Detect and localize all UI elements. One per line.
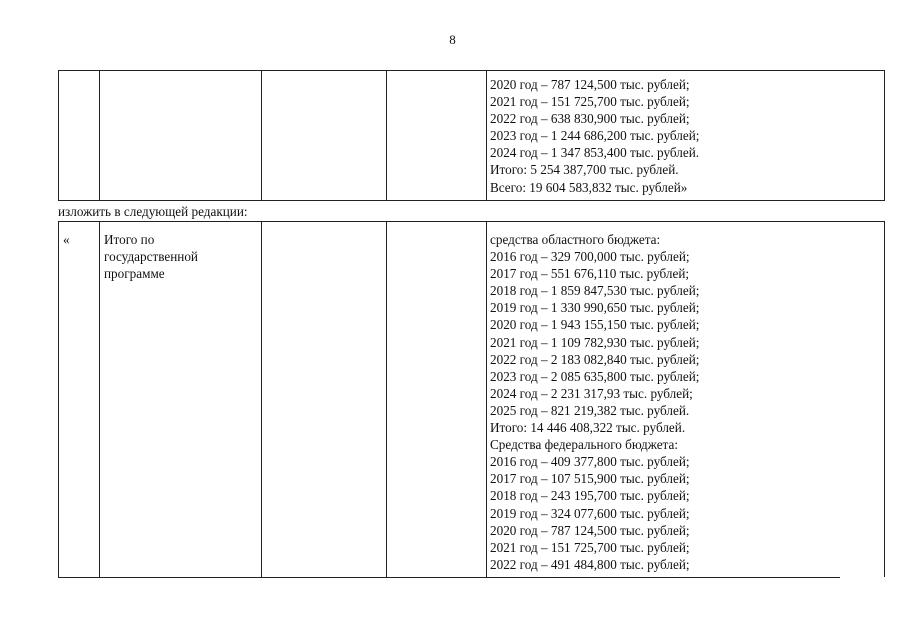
table-row [59, 71, 885, 201]
opening-quote: « [63, 232, 70, 247]
funding-line: 2025 год – 821 219,382 тыс. рублей. [490, 402, 690, 418]
cell-empty [387, 222, 487, 577]
funding-line: 2017 год – 551 676,110 тыс. рублей; [490, 266, 690, 282]
cell-empty [262, 222, 387, 577]
table-previous-edition [58, 70, 885, 201]
funding-line: 2023 год – 1 244 686,200 тыс. рублей; [490, 128, 700, 144]
funding-line: 2021 год – 151 725,700 тыс. рублей; [490, 539, 690, 555]
funding-total-line: Итого: 5 254 387,700 тыс. рублей. [490, 162, 679, 178]
table-new-edition [58, 221, 885, 577]
cell-empty [387, 71, 487, 201]
funding-line: 2020 год – 1 943 155,150 тыс. рублей; [490, 317, 700, 333]
cell-quote [59, 71, 100, 201]
funding-line: 2022 год – 638 830,900 тыс. рублей; [490, 111, 690, 127]
row-label-line: программе [104, 266, 165, 282]
funding-line: 2024 год – 2 231 317,93 тыс. рублей; [490, 385, 693, 401]
row-label-line: Итого по [104, 232, 155, 247]
funding-total-line: Итого: 14 446 408,322 тыс. рублей. [490, 420, 686, 436]
funding-line: 2016 год – 409 377,800 тыс. рублей; [490, 454, 690, 470]
cell-row-label [100, 222, 262, 577]
funding-line: 2020 год – 787 124,500 тыс. рублей; [490, 522, 690, 538]
table-bottom-border [58, 577, 840, 578]
funding-line: 2016 год – 329 700,000 тыс. рублей; [490, 249, 690, 265]
funding-line: 2023 год – 2 085 635,800 тыс. рублей; [490, 368, 700, 384]
funding-line: 2022 год – 2 183 082,840 тыс. рублей; [490, 351, 700, 367]
instruction-text: изложить в следующей редакции: [58, 204, 248, 219]
funding-grand-total-line: Всего: 19 604 583,832 тыс. рублей» [490, 179, 688, 195]
funding-heading-regional: средства областного бюджета: [490, 232, 661, 247]
funding-line: 2019 год – 1 330 990,650 тыс. рублей; [490, 300, 700, 316]
funding-line: 2018 год – 1 859 847,530 тыс. рублей; [490, 283, 700, 299]
row-label-line: государственной [104, 249, 198, 265]
cell-row-label [100, 71, 262, 201]
funding-line: 2020 год – 787 124,500 тыс. рублей; [490, 77, 690, 92]
funding-line: 2021 год – 151 725,700 тыс. рублей; [490, 94, 690, 110]
funding-line: 2024 год – 1 347 853,400 тыс. рублей. [490, 145, 700, 161]
table-row [59, 222, 885, 577]
funding-line: 2017 год – 107 515,900 тыс. рублей; [490, 471, 690, 487]
funding-line: 2018 год – 243 195,700 тыс. рублей; [490, 488, 690, 504]
cell-funding-amounts [487, 71, 885, 201]
cell-funding-amounts [487, 222, 885, 577]
cell-quote [59, 222, 100, 577]
cell-empty [262, 71, 387, 201]
funding-line: 2019 год – 324 077,600 тыс. рублей; [490, 505, 690, 521]
funding-line: 2022 год – 491 484,800 тыс. рублей; [490, 556, 690, 572]
page-number: 8 [449, 32, 456, 47]
funding-heading-federal: Средства федерального бюджета: [490, 437, 678, 453]
funding-line: 2021 год – 1 109 782,930 тыс. рублей; [490, 334, 700, 350]
